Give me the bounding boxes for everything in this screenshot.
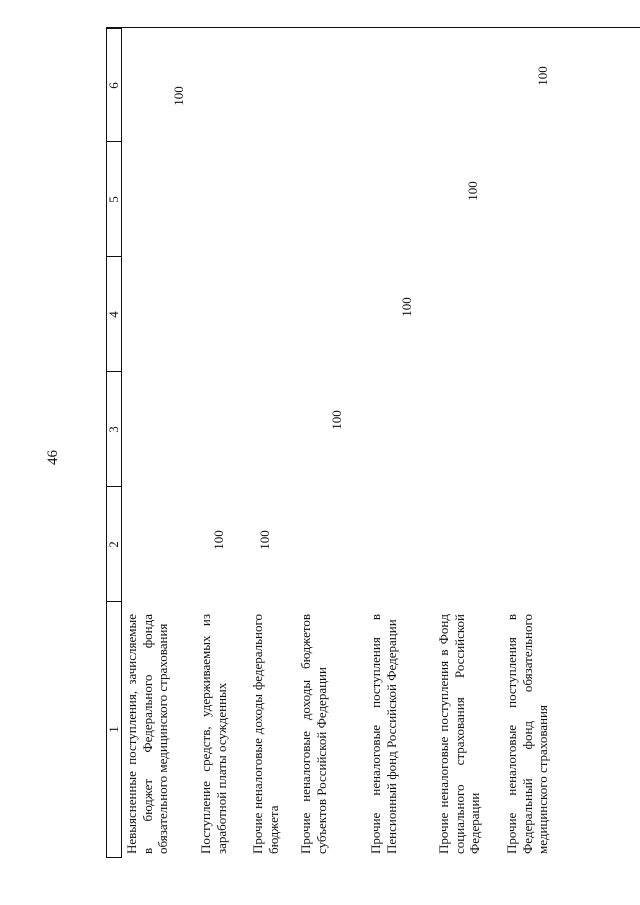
row-label: Прочие неналоговые доходы бюджетов субъектов Российской Федерации [298,614,329,854]
row-label: Прочие неналоговые поступления в Федеральный фонд обязательного медицинского страхования [504,614,550,854]
rotated-table [106,28,640,858]
header-col-4: 4 [106,311,121,318]
row-label: Прочие неналоговые поступления в Пенсионный фонд Российской Федерации [368,614,399,854]
row-value: 100 [535,66,550,86]
row-label: Поступление средств, удерживаемых из заработной платы осужденных [198,614,229,854]
row-value: 100 [399,297,414,317]
row-value: 100 [329,410,344,430]
row-label: Прочие неналоговые доходы федерального бюджета [250,614,281,854]
header-col-6: 6 [106,82,121,89]
row-label: Прочие неналоговые поступления в Фонд социального страхования Российской Федерации [436,614,482,854]
header-col-5: 5 [106,196,121,203]
row-value: 100 [465,181,480,201]
header-col-2: 2 [106,541,121,548]
row-value: 100 [171,86,186,106]
page-number: 46 [45,450,61,465]
row-value: 100 [257,530,272,550]
table-header [106,28,122,858]
row-value: 100 [211,530,226,550]
table-right-border [106,27,640,28]
row-label: Невыясненные поступления, зачисляемые в бюджет Федерального фонда обязательного медицинского страхования [124,614,170,854]
header-col-1: 1 [106,726,121,733]
header-col-3: 3 [106,426,121,433]
